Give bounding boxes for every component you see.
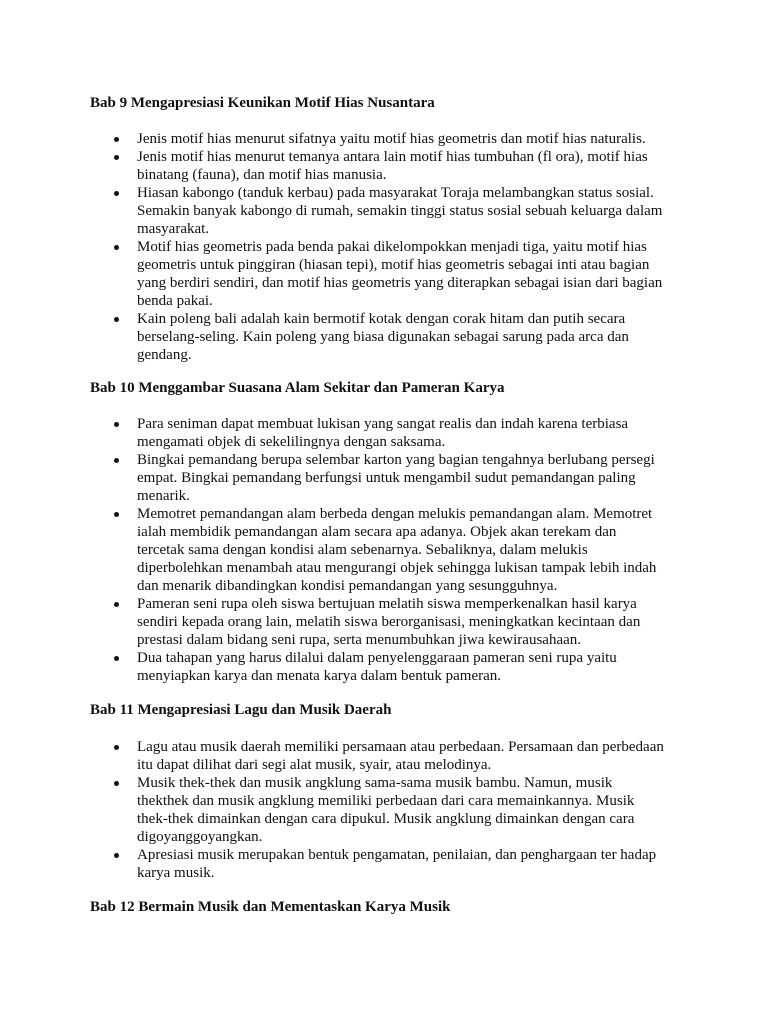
bullet-icon xyxy=(114,458,119,463)
bullet-icon xyxy=(114,191,119,196)
list-item-text: Pameran seni rupa oleh siswa bertujuan melatih siswa memperkenalkan hasil karya sendiri kepada orang lain, melatih siswa berorganisasi, meningkatkan kecintaan dan prestasi dalam bidang seni rupa, serta menumbuhkan jiwa kewirausahaan. xyxy=(137,596,641,648)
section-heading: Bab 9 Mengapresiasi Keunikan Motif Hias Nusantara xyxy=(90,95,435,111)
list-item xyxy=(0,846,664,882)
bullet-icon xyxy=(114,512,119,517)
list-item-text: Musik thek-thek dan musik angklung sama-sama musik bambu. Namun, musik thekthek dan musik angklung memiliki perbedaan dari cara memainkannya. Musik thek-thek dimainkan dengan cara dipukul. Musik angklung dimainkan dengan cara digoyanggoyangkan. xyxy=(137,775,635,845)
list-item-text: Jenis motif hias menurut sifatnya yaitu motif hias geometris dan motif hias naturalis. xyxy=(137,131,646,147)
list-item xyxy=(0,738,664,774)
list-item-text: Jenis motif hias menurut temanya antara lain motif hias tumbuhan (fl ora), motif hias binatang (fauna), dan motif hias manusia. xyxy=(137,149,648,183)
bullet-icon xyxy=(114,155,119,160)
list-item xyxy=(0,505,664,595)
list-item xyxy=(0,415,664,451)
bullet-icon xyxy=(114,853,119,858)
list-item-text: Hiasan kabongo (tanduk kerbau) pada masyarakat Toraja melambangkan status sosial. Semakin banyak kabongo di rumah, semakin tinggi status sosial sebuah keluarga dalam masyarakat. xyxy=(137,185,663,237)
list-item xyxy=(0,238,664,310)
section-heading: Bab 10 Menggambar Suasana Alam Sekitar dan Pameran Karya xyxy=(90,380,505,396)
list-item xyxy=(0,451,664,505)
list-item xyxy=(0,649,664,685)
list-item-text: Lagu atau musik daerah memiliki persamaan atau perbedaan. Persamaan dan perbedaan itu dapat dilihat dari segi alat musik, syair, atau melodinya. xyxy=(137,739,664,773)
list-item-text: Dua tahapan yang harus dilalui dalam penyelenggaraan pameran seni rupa yaitu menyiapkan karya dan menata karya dalam bentuk pameran. xyxy=(137,650,617,684)
bullet-icon xyxy=(114,317,119,322)
bullet-icon xyxy=(114,656,119,661)
list-item-text: Memotret pemandangan alam berbeda dengan melukis pemandangan alam. Memotret ialah membidik pemandangan alam secara apa adanya. Objek akan terekam dan tercetak sama dengan kondisi alam sebenarnya. Sebaliknya, dalam melukis diperbolehkan menambah atau mengurangi objek sehingga lukisan tampak lebih indah dan menarik dibandingkan kondisi pemandangan yang sesungguhnya. xyxy=(137,506,657,594)
list-item-text: Kain poleng bali adalah kain bermotif kotak dengan corak hitam dan putih secara berselang-seling. Kain poleng yang biasa digunakan sebagai sarung pada arca dan gendang. xyxy=(137,311,629,363)
bullet-list xyxy=(0,130,768,364)
list-item xyxy=(0,148,664,184)
bullet-list xyxy=(0,738,768,882)
bullet-icon xyxy=(114,137,119,142)
list-item xyxy=(0,184,664,238)
list-item-text: Apresiasi musik merupakan bentuk pengamatan, penilaian, dan penghargaan ter hadap karya musik. xyxy=(137,847,657,881)
list-item xyxy=(0,595,664,649)
list-item-text: Motif hias geometris pada benda pakai dikelompokkan menjadi tiga, yaitu motif hias geometris untuk pinggiran (hiasan tepi), motif hias geometris sebagai inti atau bagian yang berdiri sendiri, dan motif hias geometris yang diterapkan sebagai isian dari bagian benda pakai. xyxy=(137,239,663,309)
bullet-icon xyxy=(114,422,119,427)
list-item xyxy=(0,774,664,846)
list-item xyxy=(0,310,664,364)
list-item xyxy=(0,130,664,148)
section-heading: Bab 12 Bermain Musik dan Mementaskan Karya Musik xyxy=(90,899,451,915)
bullet-icon xyxy=(114,245,119,250)
list-item-text: Bingkai pemandang berupa selembar karton yang bagian tengahnya berlubang persegi empat. Bingkai pemandang berfungsi untuk mengambil sudut pemandangan paling menarik. xyxy=(137,452,655,504)
bullet-icon xyxy=(114,781,119,786)
bullet-icon xyxy=(114,602,119,607)
section-heading: Bab 11 Mengapresiasi Lagu dan Musik Daerah xyxy=(90,702,392,718)
bullet-icon xyxy=(114,745,119,750)
list-item-text: Para seniman dapat membuat lukisan yang sangat realis dan indah karena terbiasa mengamati objek di sekelilingnya dengan saksama. xyxy=(137,416,629,450)
bullet-list xyxy=(0,415,768,685)
